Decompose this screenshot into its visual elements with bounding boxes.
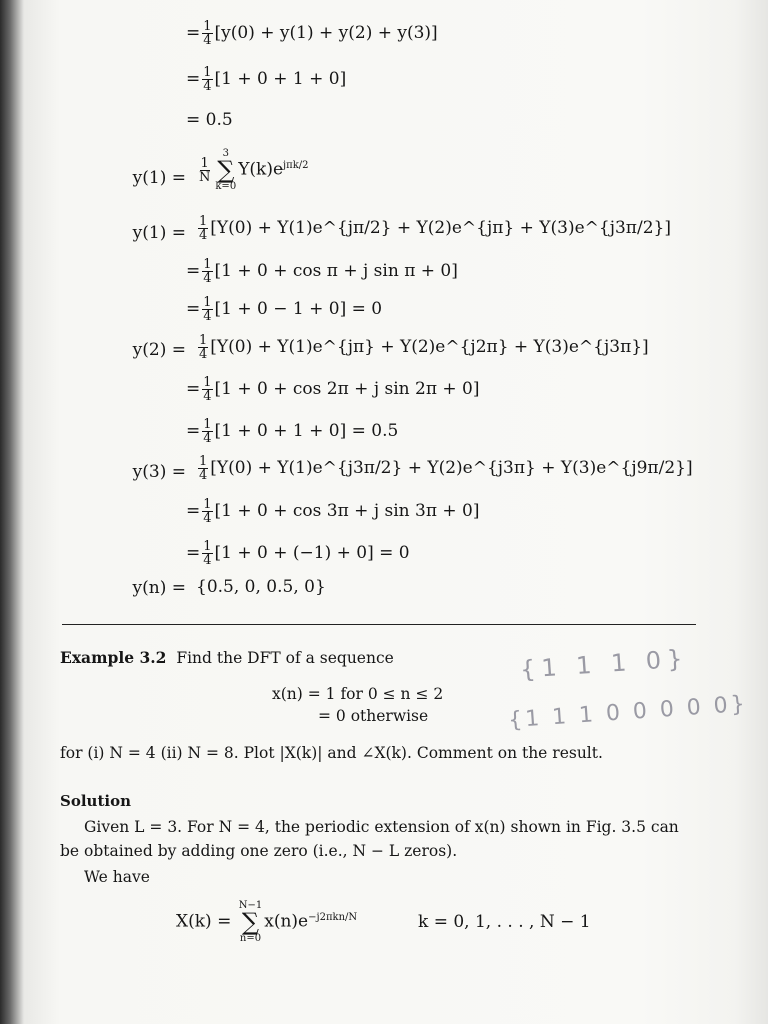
y0-result: = 0.5 (186, 110, 233, 130)
solution-para1-line2: be obtained by adding one zero (i.e., N − L zeros). (60, 842, 458, 860)
y1-step3: = $\frac{1}{4}$ [1 + 0 − 1 + 0] = 0 (186, 295, 383, 324)
y3-lhs: y(3) = (132, 462, 186, 482)
y0-step2: = $\frac{1}{4}$ [1 + 0 + 1 + 0] (186, 65, 347, 94)
y3-step2: = $\frac{1}{4}$ [1 + 0 + cos 3π + j sin 3π + 0] (186, 497, 480, 526)
y1-lhs: y(1) = (132, 223, 186, 243)
section-divider (62, 624, 696, 625)
solution-heading: Solution (60, 792, 131, 810)
solution-para1-line1: Given L = 3. For N = 4, the periodic extension of x(n) shown in Fig. 3.5 can (84, 818, 679, 836)
y1-step2: = $\frac{1}{4}$ [1 + 0 + cos π + j sin π + 0] (186, 257, 458, 286)
handwritten-note-1: {1 1 1 0} (519, 644, 690, 684)
y2-step2: = $\frac{1}{4}$ [1 + 0 + cos 2π + j sin 2π + 0] (186, 375, 480, 404)
y3-step3: = $\frac{1}{4}$ [1 + 0 + (−1) + 0] = 0 (186, 539, 410, 568)
handwritten-note-2: {1 1 1 0 0 0 0 0} (507, 691, 749, 734)
dft-formula: X(k) = N−1 ∑ n=0 $x(n)e^{-j2\pi kn/N}$ (176, 900, 358, 944)
sequence-def-line2: = 0 otherwise (318, 707, 429, 725)
y2-lhs: y(2) = (132, 340, 186, 360)
yn-lhs: y(n) = (132, 578, 186, 598)
y3-step1: $\frac{1}{4}$ [Y(0) + Y(1)e^{j3π/2} + Y(2)e^{j3π} + Y(3)e^{j9π/2}] (199, 454, 693, 483)
idft-lhs: y(1) = (132, 168, 186, 188)
dft-range: k = 0, 1, . . . , N − 1 (418, 912, 591, 932)
y0-step1: = $\frac{1}{4}$ [y(0) + y(1) + y(2) + y(3)] (186, 19, 438, 48)
example-task: for (i) N = 4 (ii) N = 8. Plot |X(k)| and ∠X(k). Comment on the result. (60, 744, 603, 762)
y2-step3: = $\frac{1}{4}$ [1 + 0 + 1 + 0] = 0.5 (186, 417, 399, 446)
example-heading: Example 3.2 Find the DFT of a sequence (60, 648, 394, 667)
y1-step1: $\frac{1}{4}$ [Y(0) + Y(1)e^{jπ/2} + Y(2)e^{jπ} + Y(3)e^{j3π/2}] (199, 214, 671, 243)
y2-step1: $\frac{1}{4}$ [Y(0) + Y(1)e^{jπ} + Y(2)e^{j2π} + Y(3)e^{j3π}] (199, 333, 649, 362)
solution-para2: We have (84, 868, 150, 886)
yn-result: {0.5, 0, 0.5, 0} (196, 577, 326, 597)
sequence-def-line1: x(n) = 1 for 0 ≤ n ≤ 2 (272, 685, 444, 703)
idft-formula: $\frac{1}{N}$ 3 ∑ k=0 $Y(k)e^{j\pi k/2}$ (199, 148, 309, 192)
